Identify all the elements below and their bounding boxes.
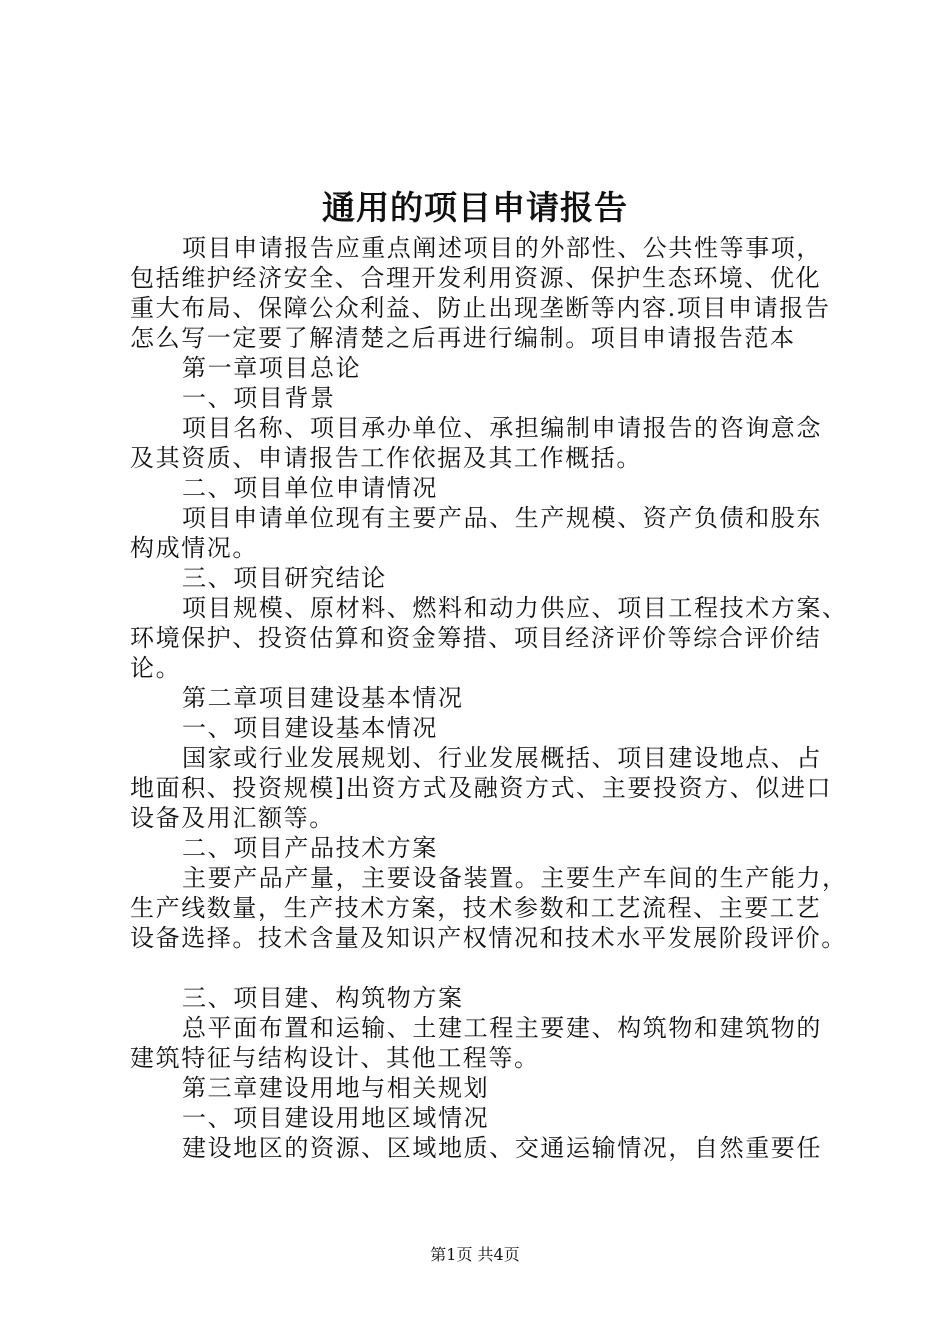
body-line: 项目规模、原材料、燃料和动力供应、项目工程技术方案、: [182, 594, 848, 622]
body-line: 国家或行业发展规划、行业发展概括、项目建设地点、占: [182, 744, 822, 772]
section-heading: 三、项目建、构筑物方案: [182, 984, 464, 1012]
body-line: 设备选择。技术含量及知识产权情况和技术水平发展阶段评价。: [130, 924, 847, 952]
body-line: 主要产品产量，主要设备装置。主要生产车间的生产能力，: [182, 864, 848, 892]
section-heading: 三、项目研究结论: [182, 564, 387, 592]
body-line: 项目名称、项目承办单位、承担编制申请报告的咨询意念: [182, 414, 822, 442]
body-line: 总平面布置和运输、土建工程主要建、构筑物和建筑物的: [182, 1014, 822, 1042]
body-line: 建筑特征与结构设计、其他工程等。: [130, 1044, 540, 1072]
section-heading: 二、项目单位申请情况: [182, 474, 438, 502]
body-line: 生产线数量，生产技术方案，技术参数和工艺流程、主要工艺: [130, 894, 822, 922]
body-line: 怎么写一定要了解清楚之后再进行编制。项目申请报告范本: [130, 324, 796, 352]
document-body: [130, 233, 848, 1163]
body-line: 论。: [130, 654, 182, 682]
body-line: 及其资质、申请报告工作依据及其工作概括。: [130, 444, 642, 472]
chapter-heading: 第二章项目建设基本情况: [182, 684, 464, 712]
section-heading: 一、项目建设用地区域情况: [182, 1104, 490, 1132]
body-line: 地面积、投资规模]出资方式及融资方式、主要投资方、似进口: [130, 774, 833, 802]
document-title: 通用的项目申请报告: [322, 188, 628, 227]
chapter-heading: 第一章项目总论: [182, 354, 362, 382]
section-heading: 二、项目产品技术方案: [182, 834, 438, 862]
body-line: 重大布局、保障公众利益、防止出现垄断等内容.项目申请报告: [130, 294, 831, 322]
body-line: 构成情况。: [130, 534, 258, 562]
section-heading: 一、项目建设基本情况: [182, 714, 438, 742]
body-line: 包括维护经济安全、合理开发利用资源、保护生态环境、优化: [130, 264, 822, 292]
section-heading: 一、项目背景: [182, 384, 336, 412]
body-line: 设备及用汇额等。: [130, 804, 335, 832]
body-line: 建设地区的资源、区域地质、交通运输情况，自然重要任: [182, 1134, 822, 1162]
body-line: 项目申请单位现有主要产品、生产规模、资产负债和股东: [182, 504, 822, 532]
chapter-heading: 第三章建设用地与相关规划: [182, 1074, 490, 1102]
blank-line: [130, 953, 845, 983]
page-footer: 第1页 共4页: [430, 1245, 520, 1264]
body-line: 项目申请报告应重点阐述项目的外部性、公共性等事项，: [182, 234, 822, 262]
body-line: 环境保护、投资估算和资金筹措、项目经济评价等综合评价结: [130, 624, 822, 652]
